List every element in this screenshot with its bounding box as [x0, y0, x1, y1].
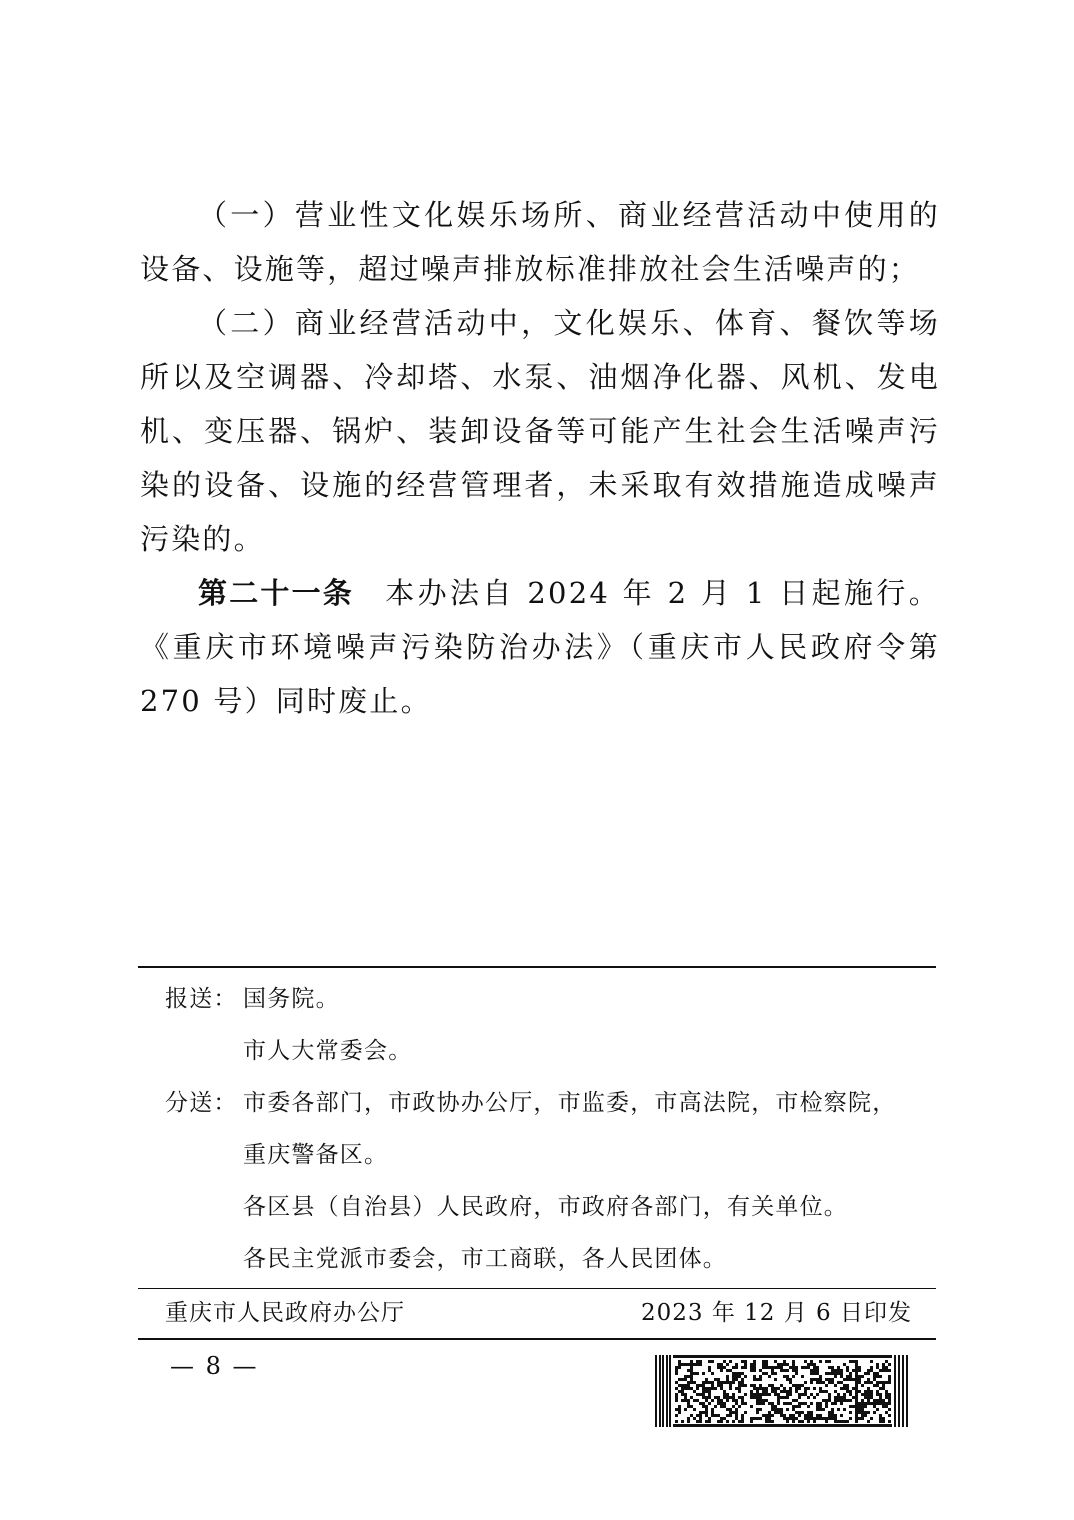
issuer-name: 重庆市人民政府办公厅	[165, 1300, 405, 1326]
body-text	[140, 188, 940, 728]
issue-date: 2023 年 12 月 6 日印发	[641, 1300, 912, 1326]
copy-line: 各区县（自治县）人民政府，市政府各部门，有关单位。	[243, 1194, 848, 1220]
distribution-top-rule	[138, 966, 936, 968]
article-text: 本办法自 2024 年 2 月 1 日起施行。《重庆市环境噪声污染防治办法》（重庆市人民政府令第 270 号）同时废止。	[140, 576, 940, 718]
footer-bottom-rule	[138, 1338, 936, 1340]
copy-row	[165, 1084, 896, 1117]
report-row	[165, 980, 340, 1013]
paragraph-item-1: （一）营业性文化娱乐场所、商业经营活动中使用的设备、设施等，超过噪声排放标准排放社会生活噪声的；	[140, 198, 940, 286]
paragraph-item-2: （二）商业经营活动中，文化娱乐、体育、餐饮等场所以及空调器、冷却塔、水泵、油烟净化器、风机、发电机、变压器、锅炉、装卸设备等可能产生社会生活噪声污染的设备、设施的经营管理者，未采取有效措施造成噪声污染的。	[140, 306, 940, 556]
article-number: 第二十一条	[198, 576, 354, 610]
page-number: — 8 —	[170, 1352, 259, 1380]
copy-label: 分送：	[165, 1090, 238, 1116]
report-line: 市人大常委会。	[243, 1038, 413, 1064]
qr-barcode-icon	[655, 1355, 910, 1427]
copy-line: 各民主党派市委会，市工商联，各人民团体。	[243, 1246, 727, 1272]
copy-line: 市委各部门，市政协办公厅，市监委，市高法院，市检察院，	[243, 1090, 897, 1116]
report-label: 报送：	[165, 986, 238, 1012]
report-line: 国务院。	[243, 986, 340, 1012]
copy-line: 重庆警备区。	[243, 1142, 389, 1168]
footer-top-rule	[138, 1288, 936, 1289]
article-paragraph	[140, 566, 940, 728]
